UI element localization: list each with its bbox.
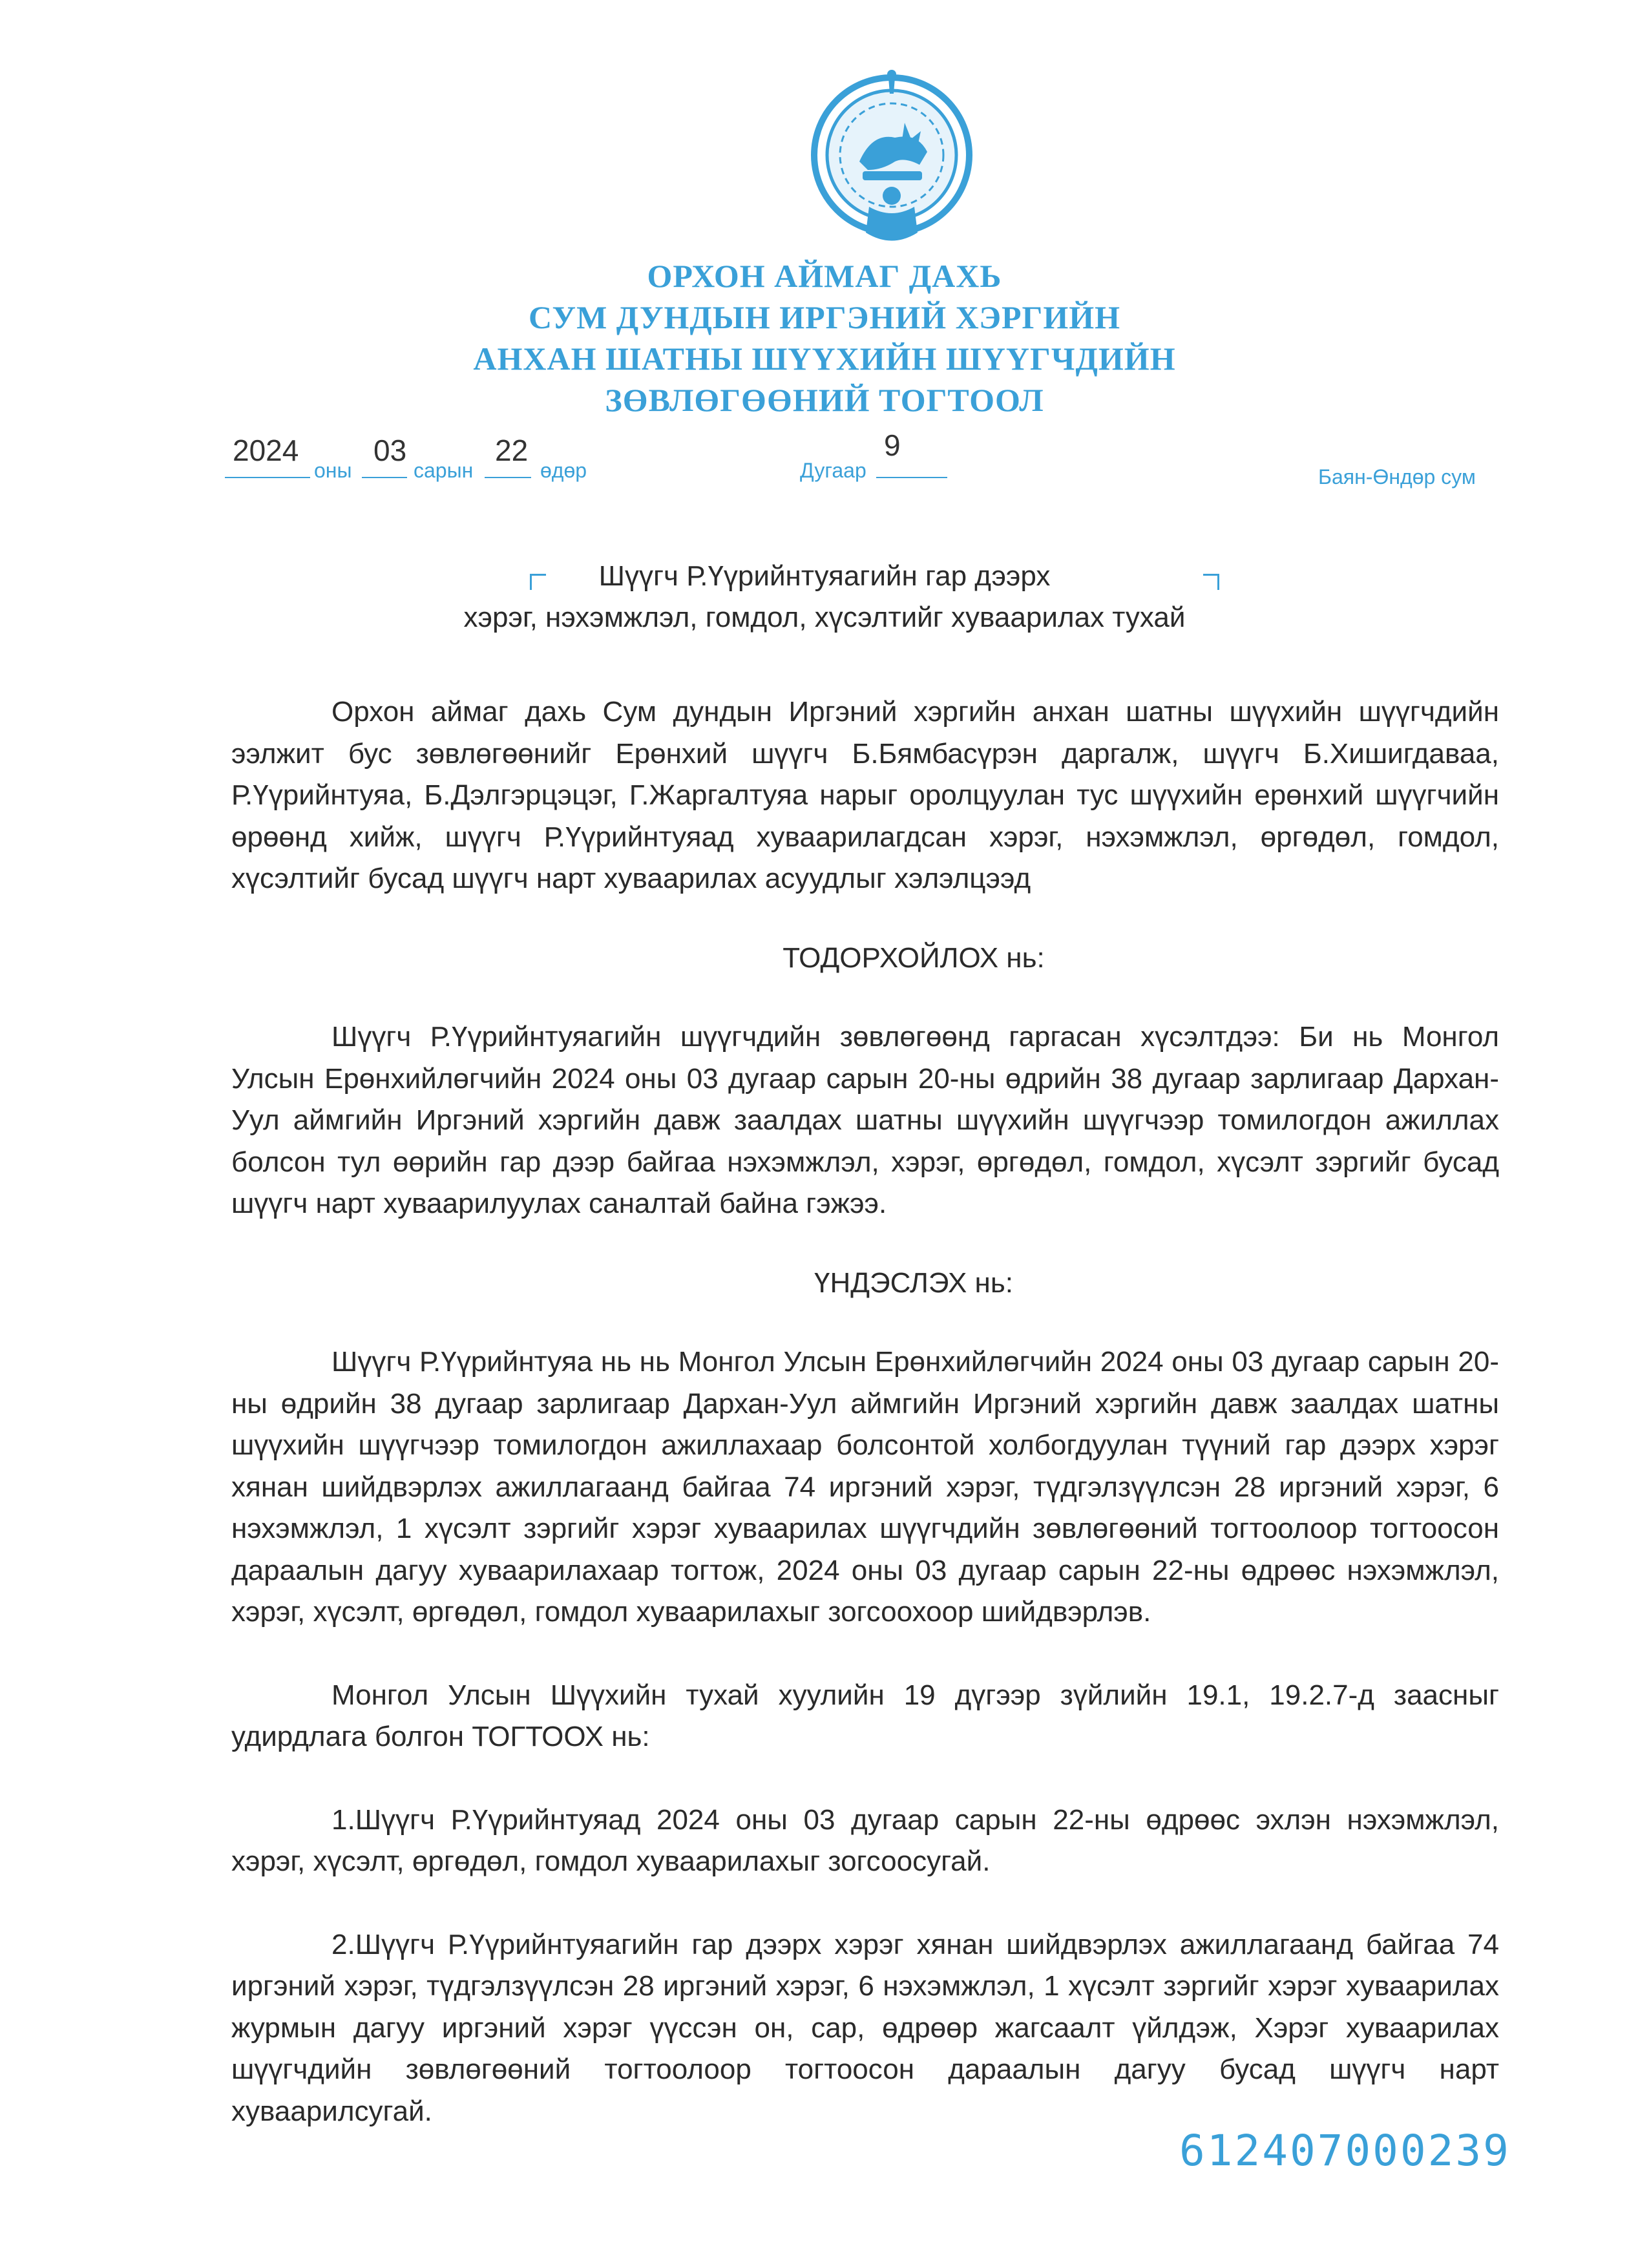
title-line-1: Шүүгч Р.Үүрийнтуяагийн гар дээрх: [598, 560, 1051, 592]
header-line-4: ЗӨВЛӨГӨӨНИЙ ТОГТООЛ: [605, 382, 1044, 418]
document-header: [0, 255, 1649, 421]
title-line-2: хэрэг, нэхэмжлэл, гомдол, хүсэлтийг хуваарилах тухай: [463, 602, 1186, 633]
date-month: 03: [373, 434, 407, 467]
day-underline: [485, 477, 531, 478]
decision-item-2: 2.Шүүгч Р.Үүрийнтуяагийн гар дээрх хэрэг хянан шийдвэрлэх ажиллагаанд байгаа 74 иргэний хэрэг, түдгэлзүүлсэн 28 иргэний хэрэг, 6 нэхэмжлэл, 1 хүсэлт зэргийг хэрэг хуваарилах журмын дагуу иргэний хэрэг үүссэн он, сар, өдрөөр жагсаалт үйлдэж, Хэрэг хуваарилах шүүгчдийн зөвлөгөөний тогтоолоор тогтоосон дараалын дагуу бусад шүүгч нарт хуваарилсугай.: [231, 1928, 1499, 2127]
year-underline: [225, 477, 310, 478]
number-label: Дугаар: [800, 459, 867, 482]
header-line-1: ОРХОН АЙМАГ ДАХЬ: [647, 258, 1002, 294]
place-label: Баян-Өндөр сум: [1318, 465, 1476, 488]
decision-item-1: 1.Шүүгч Р.Үүрийнтуяад 2024 оны 03 дугаар сарын 22-ны өдрөөс эхлэн нэхэмжлэл, хэрэг, хүсэлт, өргөдөл, гомдол хуваарилахыг зогсоосугай.: [231, 1803, 1499, 1877]
year-label: оны: [314, 459, 352, 482]
findings-paragraph: Шүүгч Р.Үүрийнтуяагийн шүүгчдийн зөвлөгөөнд гаргасан хүсэлтдээ: Би нь Монгол Улсын Ерөнхийлөгчийн 2024 оны 03 дугаар сарын 20-ны өдрийн 38 дугаар зарлигаар Дархан-Уул аймгийн Иргэний хэргийн давж заалдах шатны шүүхийн шүүгчээр томилогдон ажиллах болсон тул өөрийн гар дээр байгаа нэхэмжлэл, хэрэг, өргөдөл, гомдол, хүсэлт зэргийг бусад шүүгч нарт хуваарилуулах саналтай байна гэжээ.: [231, 1021, 1499, 1219]
section-heading-grounds: ҮНДЭСЛЭХ нь:: [814, 1266, 1013, 1299]
month-underline: [362, 477, 407, 478]
month-label: сарын: [414, 459, 474, 482]
header-line-2: СУМ ДУНДЫН ИРГЭНИЙ ХЭРГИЙН: [528, 299, 1121, 335]
section-heading-findings: ТОДОРХОЙЛОХ нь:: [782, 941, 1045, 974]
grounds-paragraph: Шүүгч Р.Үүрийнтуяа нь нь Монгол Улсын Ерөнхийлөгчийн 2024 оны 03 дугаар сарын 20-ны өдрийн 38 дугаар зарлигаар Дархан-Уул аймгийн Иргэний хэргийн давж заалдах шатны шүүхийн шүүгчээр томилогдон ажиллахаар болсонтой холбогдуулан түүний гар дээрх хэрэг хянан шийдвэрлэх ажиллагаанд байгаа 74 иргэний хэрэг, түдгэлзүүлсэн 28 иргэний хэрэг, 6 нэхэмжлэл, 1 хүсэлт зэргийг хэрэг хуваарилах шүүгчдийн зөвлөгөөний тогтоолоор тогтоосон дараалын дагуу хуваарилахаар тогтож, 2024 оны 03 дугаар сарын 22-ны өдрөөс нэхэмжлэл, хэрэг, хүсэлт, өргөдөл, гомдол хуваарилахыг зогсоохоор шийдвэрлэв.: [231, 1346, 1499, 1628]
intro-paragraph: Орхон аймаг дахь Сум дундын Иргэний хэргийн анхан шатны шүүхийн шүүгчдийн ээлжит бус зөвлөгөөнийг Ерөнхий шүүгч Б.Бямбасүрэн даргалж, шүүгч Б.Хишигдаваа, Р.Үүрийнтуяа, Б.Дэлгэрцэцэг, Г.Жаргалтуяа нарыг оролцуулан тус шүүхийн ерөнхий шүүгчийн өрөөнд хийж, шүүгч Р.Үүрийнтуяад хуваарилагдсан хэрэг, нэхэмжлэл, өргөдөл, гомдол, хүсэлтийг бусад шүүгч нарт хуваарилах асуудлыг хэлэлцээд: [231, 696, 1499, 894]
state-emblem-icon: [792, 61, 992, 255]
date-day: 22: [495, 434, 529, 467]
legal-basis-paragraph: Монгол Улсын Шүүхийн тухай хуулийн 19 дүгээр зүйлийн 19.1, 19.2.7-д заасныг удирдлага болгон ТОГТООХ нь:: [231, 1679, 1499, 1752]
stamp-number: 612407000239: [1179, 2126, 1511, 2176]
number-underline: [876, 477, 947, 478]
date-line: [0, 426, 1649, 504]
date-year: 2024: [233, 434, 299, 467]
document-title: [0, 556, 1649, 638]
day-label: өдөр: [540, 459, 587, 482]
header-line-3: АНХАН ШАТНЫ ШҮҮХИЙН ШҮҮГЧДИЙН: [473, 341, 1176, 377]
document-number: 9: [884, 428, 901, 462]
document-body: [231, 691, 1499, 2132]
